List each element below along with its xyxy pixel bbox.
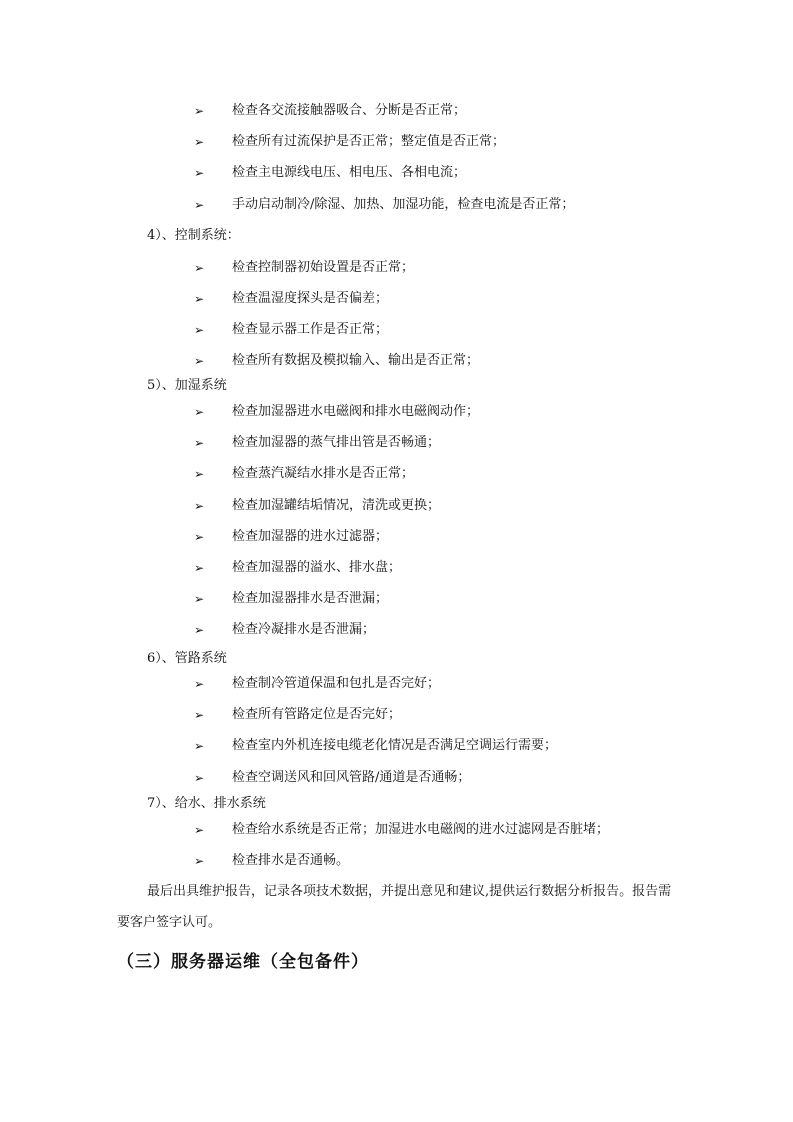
- bullet-arrow-icon: ➢: [194, 499, 205, 513]
- bullet-arrow-icon: ➢: [194, 323, 205, 337]
- checklist-item: 检查控制器初始设置是否正常；: [232, 260, 415, 275]
- checklist-item: 检查室内外机连接电缆老化情况是否满足空调运行需要；: [232, 738, 558, 753]
- bullet-arrow-icon: ➢: [194, 677, 205, 691]
- bullet-arrow-icon: ➢: [194, 436, 205, 450]
- checklist-item: 检查加湿器的溢水、排水盘；: [232, 560, 402, 575]
- checklist-item: 检查加湿罐结垢情况，清洗或更换；: [232, 498, 441, 513]
- checklist-item: 检查所有管路定位是否完好；: [232, 707, 402, 722]
- section-title: （三）服务器运维（全包备件）: [117, 952, 369, 972]
- bullet-arrow-icon: ➢: [194, 104, 205, 118]
- checklist-item: 检查加湿器的蒸气排出管是否畅通；: [232, 435, 441, 450]
- subsection-heading: 5）、加湿系统: [147, 378, 227, 393]
- bullet-arrow-icon: ➢: [194, 292, 205, 306]
- bullet-arrow-icon: ➢: [194, 592, 205, 606]
- checklist-item: 检查所有过流保护是否正常；整定值是否正常；: [232, 134, 506, 149]
- checklist-item: 检查排水是否通畅。: [232, 853, 350, 868]
- bullet-arrow-icon: ➢: [194, 623, 205, 637]
- bullet-arrow-icon: ➢: [194, 261, 205, 275]
- checklist-item: 检查所有数据及模拟输入、输出是否正常；: [232, 353, 480, 368]
- bullet-arrow-icon: ➢: [194, 561, 205, 575]
- checklist-item: 检查蒸汽凝结水排水是否正常；: [232, 466, 415, 481]
- checklist-item: 检查制冷管道保温和包扎是否完好；: [232, 676, 441, 691]
- checklist-item: 检查各交流接触器吸合、分断是否正常；: [232, 103, 467, 118]
- bullet-arrow-icon: ➢: [194, 739, 205, 753]
- checklist-item: 检查加湿器排水是否泄漏；: [232, 591, 389, 606]
- bullet-arrow-icon: ➢: [194, 823, 205, 837]
- bullet-arrow-icon: ➢: [194, 708, 205, 722]
- checklist-item: 检查加湿器的进水过滤器；: [232, 529, 389, 544]
- bullet-arrow-icon: ➢: [194, 530, 205, 544]
- checklist-item: 检查给水系统是否正常；加湿进水电磁阀的进水过滤网是否脏堵；: [232, 822, 610, 837]
- bullet-arrow-icon: ➢: [194, 467, 205, 481]
- checklist-item: 检查主电源线电压、相电压、各相电流；: [232, 165, 467, 180]
- closing-paragraph-line-1: 最后出具维护报告，记录各项技术数据，并提出意见和建议,提供运行数据分析报告。报告需: [147, 884, 672, 899]
- bullet-arrow-icon: ➢: [194, 405, 205, 419]
- bullet-arrow-icon: ➢: [194, 166, 205, 180]
- subsection-heading: 6）、管路系统: [147, 651, 227, 666]
- checklist-item: 检查加湿器进水电磁阀和排水电磁阀动作；: [232, 404, 480, 419]
- bullet-arrow-icon: ➢: [194, 135, 205, 149]
- checklist-item: 检查温湿度探头是否偏差；: [232, 291, 389, 306]
- closing-paragraph-line-2: 要客户签字认可。: [117, 915, 222, 930]
- bullet-arrow-icon: ➢: [194, 771, 205, 785]
- bullet-arrow-icon: ➢: [194, 354, 205, 368]
- subsection-heading: 7）、给水、排水系统: [147, 796, 266, 811]
- checklist-item: 检查冷凝排水是否泄漏；: [232, 622, 376, 637]
- subsection-heading: 4）、控制系统：: [147, 228, 240, 243]
- bullet-arrow-icon: ➢: [194, 198, 205, 212]
- checklist-item: 检查显示器工作是否正常；: [232, 322, 389, 337]
- bullet-arrow-icon: ➢: [194, 854, 205, 868]
- checklist-item: 检查空调送风和回风管路/通道是否通畅；: [232, 770, 471, 785]
- checklist-item: 手动启动制冷/除湿、加热、加湿功能，检查电流是否正常；: [232, 197, 575, 212]
